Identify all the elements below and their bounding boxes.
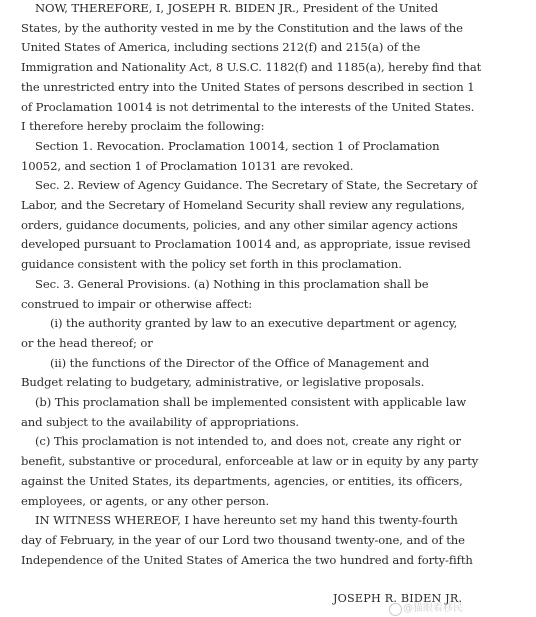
text-line: and subject to the availability of appropriations. — [21, 414, 300, 429]
text-line: Sec. 3. General Provisions. (a) Nothing in this proclamation shall be — [35, 276, 429, 291]
text-line: IN WITNESS WHEREOF, I have hereunto set my hand this twenty-fourth — [35, 513, 458, 528]
text-line: Immigration and Nationality Act, 8 U.S.C. 1182(f) and 1185(a), hereby find that — [21, 60, 482, 75]
text-line: I therefore hereby proclaim the following: — [21, 119, 265, 134]
text-line: Sec. 2. Review of Agency Guidance. The Secretary of State, the Secretary of — [35, 178, 478, 193]
text-line: 10052, and section 1 of Proclamation 10131 are revoked. — [21, 158, 354, 173]
text-line: day of February, in the year of our Lord two thousand twenty-one, and of the — [21, 532, 465, 547]
text-line: Independence of the United States of America the two hundred and forty-fifth — [21, 552, 473, 567]
text-line: Section 1. Revocation. Proclamation 10014, section 1 of Proclamation — [35, 138, 440, 153]
text-line: Budget relating to budgetary, administrative, or legislative proposals. — [21, 375, 425, 390]
signature: JOSEPH R. BIDEN JR. — [333, 592, 463, 605]
text-line: employees, or agents, or any other person. — [21, 493, 270, 508]
text-line: States, by the authority vested in me by the Constitution and the laws of the — [21, 20, 463, 35]
text-line: benefit, substantive or procedural, enforceable at law or in equity by any party — [21, 454, 479, 469]
text-line: Labor, and the Secretary of Homeland Security shall review any regulations, — [21, 198, 465, 212]
text-line: (ii) the functions of the Director of the Office of Management and — [50, 355, 430, 370]
text-line: or the head thereof; or — [21, 335, 153, 350]
text-line: NOW, THEREFORE, I, JOSEPH R. BIDEN JR., President of the United — [35, 1, 439, 15]
text-line: guidance consistent with the policy set forth in this proclamation. — [21, 257, 402, 272]
text-line: orders, guidance documents, policies, and any other similar agency actions — [21, 217, 458, 232]
text-line: construed to impair or otherwise affect: — [21, 296, 253, 311]
text-line: (i) the authority granted by law to an executive department or agency, — [50, 316, 458, 331]
text-line: developed pursuant to Proclamation 10014 and, as appropriate, issue revised — [21, 237, 471, 252]
text-line: the unrestricted entry into the United States of persons described in section 1 — [21, 79, 475, 94]
text-line: United States of America, including sections 212(f) and 215(a) of the — [21, 40, 421, 55]
text-line: (b) This proclamation shall be implemented consistent with applicable law — [35, 395, 467, 409]
text-line: against the United States, its departments, agencies, or entities, its officers, — [21, 473, 463, 488]
text-line: (c) This proclamation is not intended to, and does not, create any right or — [35, 434, 461, 449]
weibo-watermark-icon — [389, 603, 402, 616]
watermark: @猫眼看移民 — [403, 603, 463, 614]
text-line: of Proclamation 10014 is not detrimental to the interests of the United States. — [21, 99, 475, 114]
